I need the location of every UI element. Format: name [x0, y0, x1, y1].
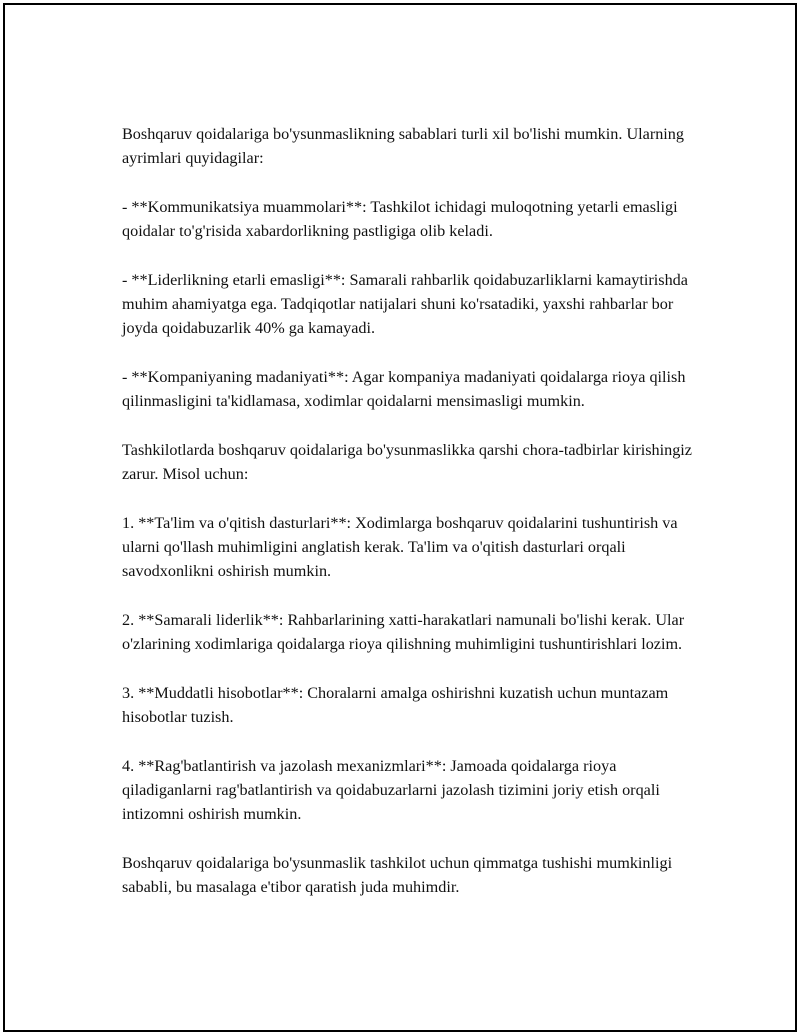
document-body [122, 122, 692, 900]
paragraph-conclusion: Boshqaruv qoidalariga bo'ysunmaslik tashkilot uchun qimmatga tushishi mumkinligi sababli, bu masalaga e'tibor qaratish juda muhimdir. [122, 853, 673, 897]
paragraph-training-programs: 1. **Ta'lim va o'qitish dasturlari**: Xodimlarga boshqaruv qoidalarini tushuntirish va ularni qo'llash muhimligini anglatish kerak. Ta'lim va o'qitish dasturlari orqali savodxonlikni oshirish mumkin. [122, 513, 678, 581]
paragraph-communication-problems: - **Kommunikatsiya muammolari**: Tashkilot ichidagi muloqotning yetarli emasligi qoidalar to'g'risida xabardorlikning pastligiga olib keladi. [122, 197, 678, 241]
paragraph-company-culture: - **Kompaniyaning madaniyati**: Agar kompaniya madaniyati qoidalarga rioya qilish qilinmasligini ta'kidlamasa, xodimlar qoidalarni mensimasligi mumkin. [122, 367, 686, 411]
paragraph-effective-leadership: 2. **Samarali liderlik**: Rahbarlarining xatti-harakatlari namunali bo'lishi kerak. Ular o'zlarining xodimlariga qoidalarga rioya qilishning muhimligini tushuntirishlari lozim. [122, 610, 685, 654]
paragraph-measures-intro: Tashkilotlarda boshqaruv qoidalariga bo'ysunmaslikka qarshi chora-tadbirlar kirishingiz zarur. Misol uchun: [122, 440, 692, 484]
paragraph-incentive-mechanisms: 4. **Rag'batlantirish va jazolash mexanizmlari**: Jamoada qoidalarga rioya qiladiganlarni rag'batlantirish va qoidabuzarlarni jazolash tizimini joriy etish orqali intizomni oshirish mumkin. [122, 756, 660, 824]
page-frame [3, 3, 797, 1032]
paragraph-periodic-reports: 3. **Muddatli hisobotlar**: Choralarni amalga oshirishni kuzatish uchun muntazam hisobotlar tuzish. [122, 683, 669, 727]
paragraph-intro: Boshqaruv qoidalariga bo'ysunmaslikning sabablari turli xil bo'lishi mumkin. Ularning ayrimlari quyidagilar: [122, 125, 684, 168]
paragraph-leadership-insufficiency: - **Liderlikning etarli emasligi**: Samarali rahbarlik qoidabuzarliklarni kamaytirishda muhim ahamiyatga ega. Tadqiqotlar natijalari shuni ko'rsatadiki, yaxshi rahbarlar bor joyda qoidabuzarlik 40% ga kamayadi. [122, 270, 688, 338]
